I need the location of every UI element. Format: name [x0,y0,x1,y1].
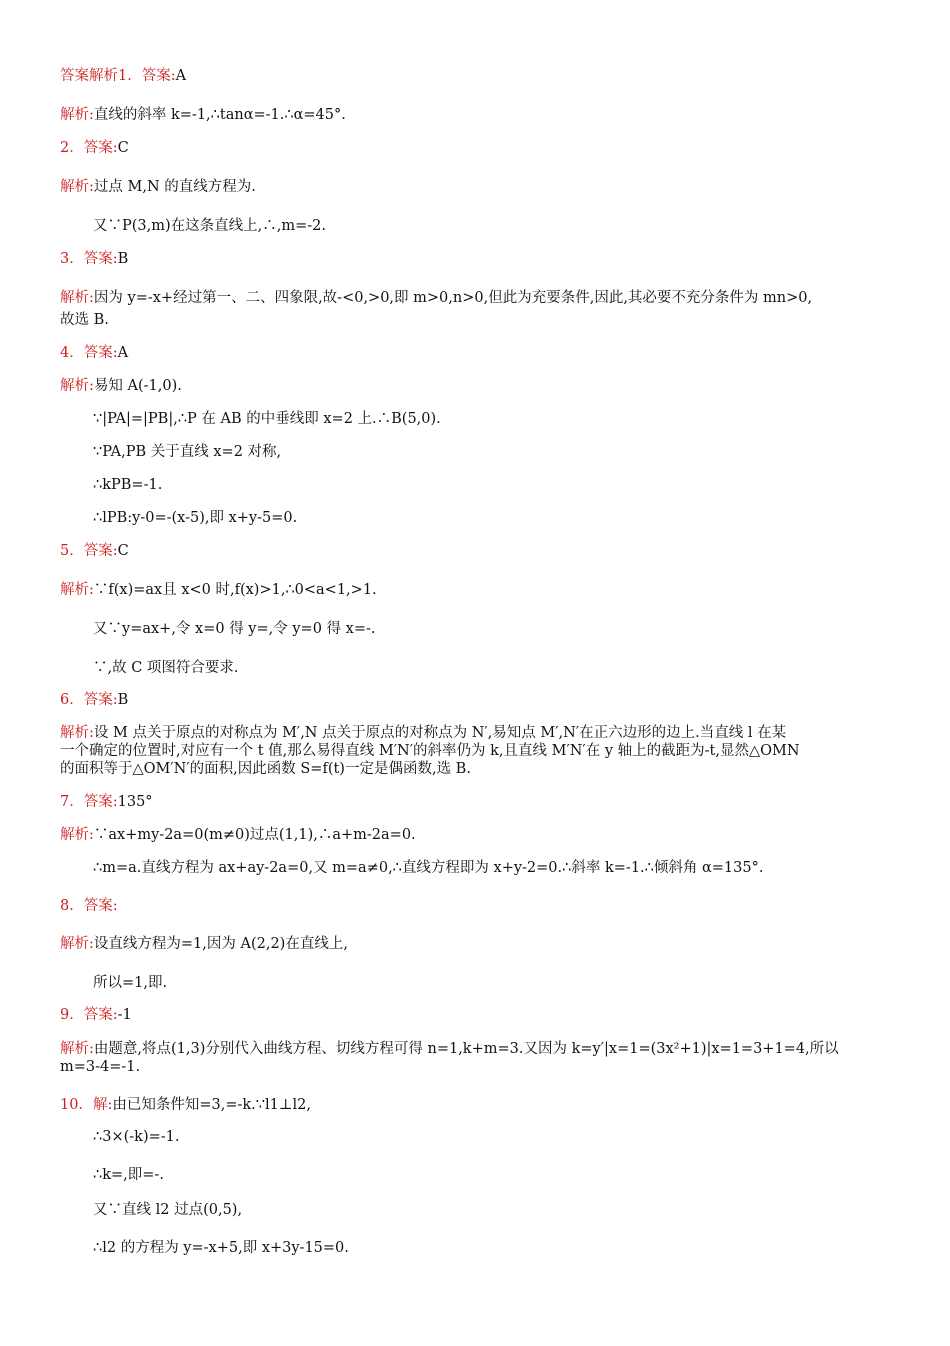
analysis-label: 解析: [60,936,94,952]
analysis-label: 解析: [60,582,94,598]
analysis-label: 解析: [60,290,94,306]
analysis-label: 解析: [60,179,94,195]
item-8-analysis [60,935,348,953]
item-3-answer-line [60,250,128,268]
item-5-answer-line [60,542,129,560]
item-3-answer-label: 答案: [83,251,118,267]
item-8-answer-label: 答案: [83,898,118,914]
item-7-analysis [60,826,416,844]
item-10-num: 10． [60,1097,93,1113]
item-5-analysis [60,581,377,599]
item-10-line-5: ∴l2 的方程为 y=-x+5,即 x+3y-15=0. [93,1240,349,1256]
item-2-num: 2． [60,140,84,156]
analysis-label: 解析: [60,827,94,843]
item-7-num: 7． [60,794,84,810]
item-4-line-5: ∴lPB:y-0=-(x-5),即 x+y-5=0. [93,510,298,526]
item-2-line-1: 过点 M,N 的直线方程为. [93,179,256,195]
item-6-answer: B [117,692,129,708]
analysis-label: 解析: [60,725,94,741]
item-7-answer: 135° [117,794,153,810]
item-2-analysis [60,178,256,196]
item-6-line-3: 的面积等于△OM′N′的面积,因此函数 S=f(t)一定是偶函数,选 B. [60,761,471,777]
item-4-answer: A [117,345,129,361]
item-3-line-1: 因为 y=-x+经过第一、二、四象限,故-<0,>0,即 m>0,n>0,但此为充要条件,因此,其必要不充分条件为 mn>0, [93,290,813,306]
item-8-line-1: 设直线方程为=1,因为 A(2,2)在直线上, [93,936,348,952]
analysis-label: 解析: [60,107,94,123]
item-4-line-1: 易知 A(-1,0). [93,378,182,394]
header-label: 答案解析 [60,68,118,84]
item-1-num: 1．答案: [118,68,176,84]
item-5-line-1: ∵f(x)=ax且 x<0 时,f(x)>1,∴0<a<1,>1. [93,582,377,598]
item-1-line-1: 直线的斜率 k=-1,∴tanα=-1.∴α=45°. [93,107,346,123]
item-6-line-1: 设 M 点关于原点的对称点为 M′,N 点关于原点的对称点为 N′,易知点 M′,N′在正六边形的边上.当直线 l 在某 [93,725,787,741]
item-9-line-1: 由题意,将点(1,3)分别代入曲线方程、切线方程可得 n=1,k+m=3.又因为 k=y′|x=1=(3x²+1)|x=1=3+1=4,所以 [93,1041,839,1057]
item-9-answer: -1 [117,1007,132,1023]
item-9-analysis [60,1040,839,1058]
item-3-line-2: 故选 B. [60,312,109,328]
analysis-label: 解析: [60,378,94,394]
item-6-line-2: 一个确定的位置时,对应有一个 t 值,那么易得直线 M′N′的斜率仍为 k,且直线 M′N′在 y 轴上的截距为-t,显然△OMN [60,743,800,759]
item-4-line-3: ∵PA,PB 关于直线 x=2 对称, [93,444,282,460]
item-3-answer: B [117,251,129,267]
item-5-line-3: ∵,故 C 项图符合要求. [93,660,239,676]
item-2-answer-line [60,139,129,157]
item-7-line-1: ∵ax+my-2a=0(m≠0)过点(1,1),∴a+m-2a=0. [93,827,416,843]
item-4-line-2: ∵|PA|=|PB|,∴P 在 AB 的中垂线即 x=2 上.∴B(5,0). [93,411,441,427]
item-6-answer-line [60,691,128,709]
item-1-answer: A [175,68,187,84]
item-9-line-2: m=3-4=-1. [60,1059,141,1075]
item-7-line-2: ∴m=a.直线方程为 ax+ay-2a=0,又 m=a≠0,∴直线方程即为 x+y-2=0.∴斜率 k=-1.∴倾斜角 α=135°. [93,860,764,876]
analysis-label: 解析: [60,1041,94,1057]
item-6-analysis [60,724,786,742]
item-1-analysis [60,106,346,124]
item-10-line-4: 又∵直线 l2 过点(0,5), [93,1202,243,1218]
item-5-num: 5． [60,543,84,559]
item-10-line-1 [60,1096,311,1114]
item-8-answer-line [60,897,118,915]
item-7-answer-line [60,793,153,811]
item-5-answer-label: 答案: [83,543,118,559]
item-1-answer-line [60,67,186,85]
item-9-num: 9． [60,1007,84,1023]
item-9-answer-label: 答案: [83,1007,118,1023]
item-4-answer-line [60,344,128,362]
item-4-answer-label: 答案: [83,345,118,361]
item-5-answer: C [117,543,129,559]
item-4-line-4: ∴kPB=-1. [93,477,163,493]
item-10-line-3: ∴k=,即=-. [93,1167,164,1183]
item-7-answer-label: 答案: [83,794,118,810]
item-4-num: 4． [60,345,84,361]
item-4-analysis [60,377,182,395]
item-3-num: 3． [60,251,84,267]
item-10-text-1: 由已知条件知=3,=-k.∵l1⊥l2, [112,1097,311,1113]
item-10-answer-label: 解: [92,1097,113,1113]
item-6-num: 6． [60,692,84,708]
item-8-num: 8． [60,898,84,914]
item-3-analysis [60,289,812,307]
item-8-line-2: 所以=1,即. [93,975,168,991]
item-9-answer-line [60,1006,132,1024]
item-10-line-2: ∴3×(-k)=-1. [93,1129,180,1145]
item-2-answer-label: 答案: [83,140,118,156]
item-5-line-2: 又∵y=ax+,令 x=0 得 y=,令 y=0 得 x=-. [93,621,376,637]
item-2-answer: C [117,140,129,156]
item-6-answer-label: 答案: [83,692,118,708]
item-2-line-2: 又∵P(3,m)在这条直线上,∴,m=-2. [93,218,327,234]
